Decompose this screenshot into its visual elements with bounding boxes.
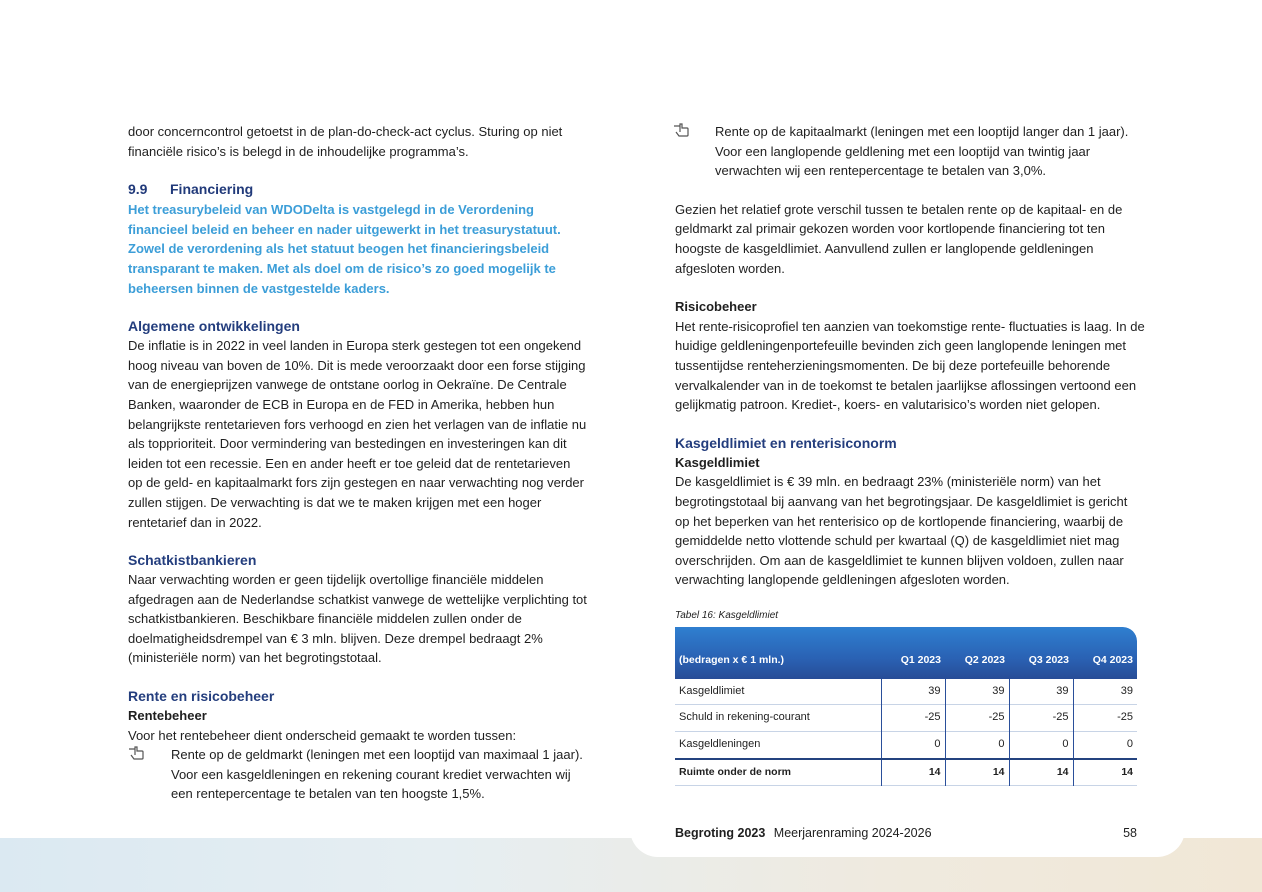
hand-pointer-icon [673,123,689,137]
paragraph-kasgeldlimiet: De kasgeldlimiet is € 39 mln. en bedraagt 23% (ministeriële norm) van het begrotingstotaal bij aanvang van het begrotingsjaar. De kasgeldlimiet is gericht op het beperken van het renterisico op de kortlopende financiering, waarbij de gemiddelde netto vlottende schuld per kwartaal (Q) de kasgeldlimiet niet mag overschrijden. Om aan de kasgeldlimiet te kunnen blijven voldoen, zullen naar verwachting langlopende geldleningen afgesloten worden. [675,474,1128,588]
cell: 0 [945,732,1009,759]
total-cell: 14 [1009,759,1073,786]
bullet-text: Rente op de kapitaalmarkt (leningen met een looptijd langer dan 1 jaar). Voor een langlopende geldlening met een looptijd van twintig jaar verwachten wij een rentepercentage te betalen van 3,0%. [715,124,1129,179]
cell: 39 [945,679,1009,705]
total-cell: 14 [881,759,945,786]
table-total-row [675,759,1137,786]
total-label: Ruimte onder de norm [675,759,881,786]
section-intro: Het treasurybeleid van WDODelta is vastgelegd in de Verordening financieel beleid en beheer en nader uitgewerkt in het treasurystatuut. Zowel de verordening als het statuut beogen het financieringsbeleid transparant te maken. Met als doel om de risico’s zo goed mogelijk te beheersen binnen de vastgestelde kaders. [128,202,561,296]
paragraph-continued: door concerncontrol getoetst in de plan-do-check-act cyclus. Sturing op niet financiële risico’s is belegd in de inhoudelijke programma’s. [128,124,563,159]
left-column [128,122,588,823]
table-header [675,627,1137,679]
page-number: 58 [1123,826,1137,840]
page-footer [675,826,1137,840]
heading-algemene-ontwikkelingen: Algemene ontwikkelingen [128,318,300,335]
cell: -25 [945,705,1009,732]
row-label: Schuld in rekening-courant [679,711,810,724]
table-header-label: (bedragen x € 1 mln.) [679,654,785,667]
subheading-rentebeheer: Rentebeheer [128,708,207,724]
cell: 39 [1073,679,1137,705]
paragraph-gezien: Gezien het relatief grote verschil tussen te betalen rente op de kapitaal- en de geldmarkt zal primair gekozen worden voor kortlopende financiering tot ten hoogste de kasgeldlimiet. Aanvullend zullen er langlopende geldleningen afgesloten worden. [675,201,1123,276]
hand-pointer-icon [128,746,144,760]
footer-subtitle: Meerjarenraming 2024-2026 [773,826,932,840]
footer-title: Begroting 2023 [675,826,766,840]
table-header-q4: Q4 2023 [1092,654,1133,667]
cell: -25 [1073,705,1137,732]
heading-rente-en-risicobeheer: Rente en risicobeheer [128,688,275,705]
bullet-geldmarkt [128,745,588,804]
subheading-risicobeheer: Risicobeheer [675,299,757,315]
total-cell: 14 [945,759,1009,786]
cell: 39 [881,679,945,705]
section-heading [128,180,588,199]
total-cell: 14 [1073,759,1137,786]
section-number: 9.9 [128,181,148,198]
table-header-q1: Q1 2023 [900,654,941,667]
row-label: Kasgeldlimiet [679,684,745,697]
cell: 0 [881,732,945,759]
table-caption: Tabel 16: Kasgeldlimiet [675,609,779,621]
cell: 0 [1073,732,1137,759]
paragraph-risicobeheer: Het rente-risicoprofiel ten aanzien van toekomstige rente- fluctuaties is laag. In de huidige geldleningenportefeuille bevinden zich geen langlopende leningen met tussentijdse renteherzieningsmomenten. De bij deze portefeuille behorende vervalkalender van in de toekomst te betalen jaarlijkse aflossingen vertoond een gelijkmatig patroon. Krediet-, koers- en valutarisico’s worden niet gelopen. [675,318,1145,413]
cell: 39 [1009,679,1073,705]
cell: 0 [1009,732,1073,759]
table-row [675,732,1137,759]
section-title: Financiering [170,181,254,198]
table-row [675,705,1137,732]
table-header-q2: Q2 2023 [964,654,1005,667]
subheading-kasgeldlimiet: Kasgeldlimiet [675,454,760,470]
kasgeldlimiet-table [675,627,1137,786]
cell: -25 [881,705,945,732]
heading-kasgeldlimiet-renterisiconorm: Kasgeldlimiet en renterisiconorm [675,434,897,451]
paragraph-rentebeheer: Voor het rentebeheer dient onderscheid gemaakt te worden tussen: [128,727,517,743]
heading-schatkistbankieren: Schatkistbankieren [128,552,257,569]
cell: -25 [1009,705,1073,732]
bullet-text: Rente op de geldmarkt (leningen met een looptijd van maximaal 1 jaar). Voor een kasgeldleningen en rekening courant krediet verwachten wij een rentepercentage te betalen van ten hoogste 1,5%. [171,747,583,802]
right-column [675,122,1145,786]
bullet-kapitaalmarkt [673,122,1145,181]
table-header-q3: Q3 2023 [1028,654,1069,667]
footer-title-group [675,826,932,840]
row-label: Kasgeldleningen [679,738,761,751]
table-row [675,679,1137,705]
paragraph-schatkistbankieren: Naar verwachting worden er geen tijdelijk overtollige financiële middelen afgedragen aan de Nederlandse schatkist vanwege de wettelijke verplichting tot schatkistbankieren. Beschikbare financiële middelen zullen onder de doelmatigheidsdrempel van € 3 mln. blijven. Deze drempel bedraagt 2% (ministeriële norm) van het begrotingstotaal. [128,572,587,666]
paragraph-algemene-ontwikkelingen: De inflatie is in 2022 in veel landen in Europa sterk gestegen tot een ongekend hoog niveau van boven de 10%. Dit is mede veroorzaakt door een forse stijging van de energieprijzen vanwege de ontstane oorlog in Oekraïne. De Centrale Banken, waaronder de ECB in Europa en de FED in Amerika, hebben hun belangrijkste rentetarieven fors verhoogd en zien het verlagen van de inflatie nu als topprioriteit. Door vermindering van bestedingen en investeringen kan dit leiden tot een recessie. Een en ander heeft er toe geleid dat de rentetarieven op de geld- en kapitaalmarkt fors zijn gestegen en naar verwachting nog verder zullen stijgen. De verwachting is dat we te maken krijgen met een hoger rentetarief dan in 2022. [128,338,587,530]
